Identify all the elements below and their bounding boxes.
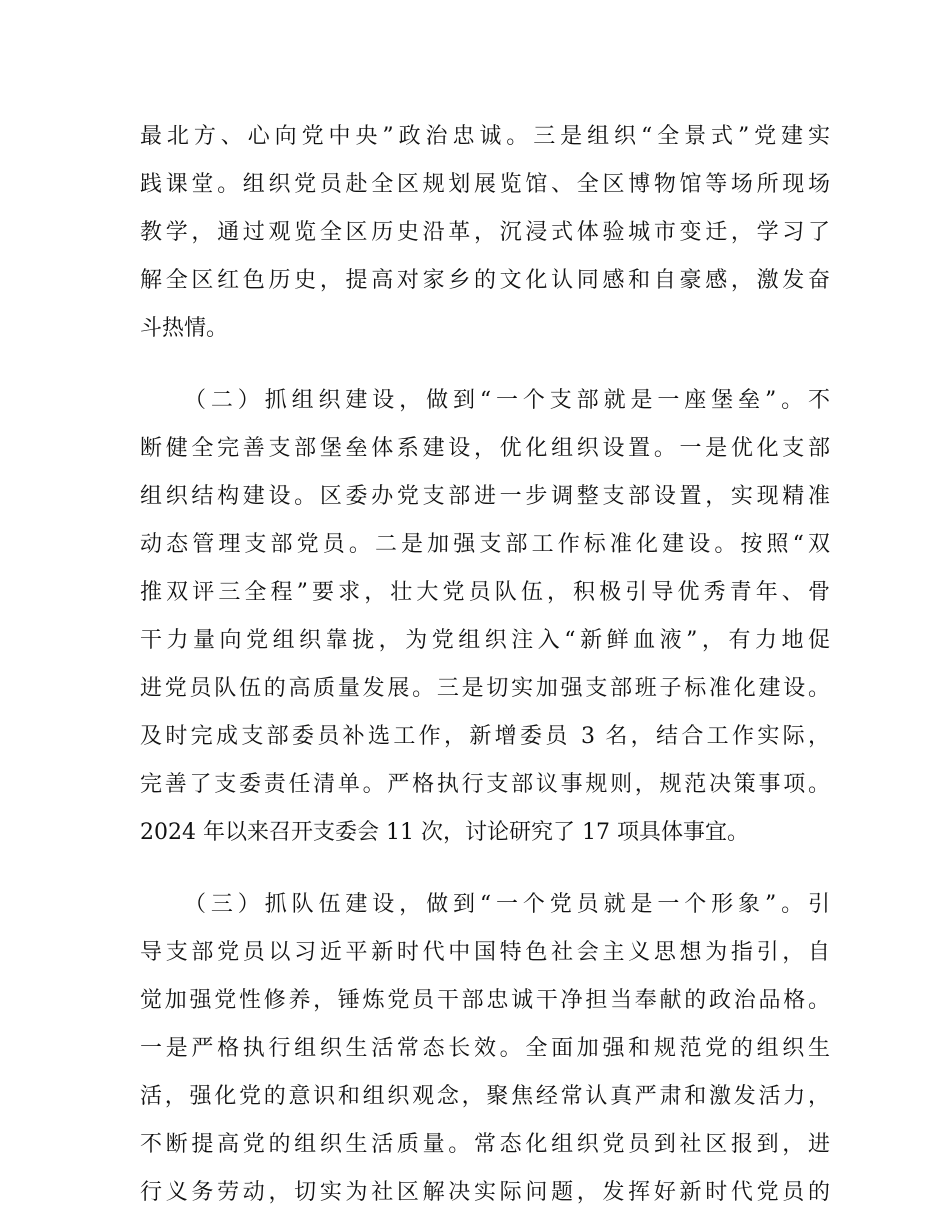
paragraph-gap (140, 857, 830, 881)
text-line: 一是严格执行组织生活常态长效。全面加强和规范党的组织生 (140, 1036, 830, 1061)
text-line: 践课堂。组织党员赴全区规划展览馆、全区博物馆等场所现场 (140, 172, 830, 197)
text-line: 行义务劳动，切实为社区解决实际问题，发挥好新时代党员的 (140, 1180, 830, 1205)
text-line-first: （二）抓组织建设，做到“一个支部就是一座堡垒”。不 (184, 388, 830, 413)
paragraph-2 (140, 377, 830, 857)
document-body (140, 113, 830, 1217)
text-line: 干力量向党组织靠拢，为党组织注入“新鲜血液”，有力地促 (140, 628, 830, 653)
text-line: 教学，通过观览全区历史沿革，沉浸式体验城市变迁，学习了 (140, 220, 830, 245)
text-line-first: （三）抓队伍建设，做到“一个党员就是一个形象”。引 (184, 892, 830, 917)
text-line: 觉加强党性修养，锤炼党员干部忠诚干净担当奉献的政治品格。 (140, 988, 830, 1013)
text-line: 完善了支委责任清单。严格执行支部议事规则，规范决策事项。 (140, 772, 830, 797)
text-line: 解全区红色历史，提高对家乡的文化认同感和自豪感，激发奋 (140, 268, 830, 293)
text-line: 进党员队伍的高质量发展。三是切实加强支部班子标准化建设。 (140, 676, 830, 701)
text-line: 不断提高党的组织生活质量。常态化组织党员到社区报到，进 (140, 1132, 830, 1157)
text-line: 斗热情。 (140, 316, 229, 341)
text-line: 2024 年以来召开支委会 11 次，讨论研究了 17 项具体事宜。 (140, 820, 749, 845)
paragraph-1 (140, 113, 830, 353)
paragraph-gap (140, 353, 830, 377)
text-line: 动态管理支部党员。二是加强支部工作标准化建设。按照“双 (140, 532, 830, 557)
text-line: 最北方、心向党中央”政治忠诚。三是组织“全景式”党建实 (140, 124, 830, 149)
text-line: 组织结构建设。区委办党支部进一步调整支部设置，实现精准 (140, 484, 830, 509)
text-line: 活，强化党的意识和组织观念，聚焦经常认真严肃和激发活力， (140, 1084, 830, 1109)
text-line: 导支部党员以习近平新时代中国特色社会主义思想为指引，自 (140, 940, 830, 965)
text-line: 推双评三全程”要求，壮大党员队伍，积极引导优秀青年、骨 (140, 580, 830, 605)
paragraph-3 (140, 881, 830, 1217)
text-line: 及时完成支部委员补选工作，新增委员 3 名，结合工作实际， (140, 724, 830, 749)
text-line: 断健全完善支部堡垒体系建设，优化组织设置。一是优化支部 (140, 436, 830, 461)
